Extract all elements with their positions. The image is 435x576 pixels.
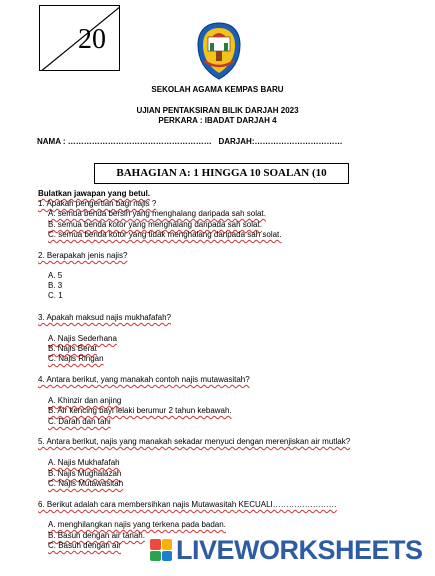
score-box bbox=[39, 5, 120, 71]
q3-option-b[interactable]: B. Najis Berat bbox=[48, 344, 97, 353]
section-title: BAHAGIAN A: 1 HINGGA 10 SOALAN (10 bbox=[94, 163, 349, 184]
q1-option-c[interactable]: C. semua benda kotor yang tidak menghalang daripada sah solat. bbox=[48, 230, 282, 239]
subject-title: PERKARA : IBADAT DARJAH 4 bbox=[158, 116, 277, 125]
q4-option-c[interactable]: C. Darah dan tahi bbox=[48, 417, 111, 426]
q2-option-c[interactable]: C. 1 bbox=[48, 291, 63, 300]
q2-option-b[interactable]: B. 3 bbox=[48, 281, 63, 290]
exam-title: UJIAN PENTAKSIRAN BILIK DARJAH 2023 bbox=[136, 106, 299, 115]
instruction: Bulatkan jawapan yang betul. bbox=[38, 189, 151, 198]
school-name: SEKOLAH AGAMA KEMPAS BARU bbox=[151, 85, 284, 94]
q6-option-a[interactable]: A. menghilangkan najis yang terkena pada badan. bbox=[48, 520, 226, 529]
q5-option-a[interactable]: A. Najis Mukhafafah bbox=[48, 458, 120, 467]
question-1: 1. Apakah pengertian bagi najis ? bbox=[38, 199, 157, 208]
q4-option-a[interactable]: A. Khinzir dan anjing bbox=[48, 396, 122, 405]
question-3: 3. Apakah maksud najis mukhafafah? bbox=[38, 313, 171, 322]
q6-option-b[interactable]: B. Basuh dengan air tanah. bbox=[48, 531, 145, 540]
q5-option-c[interactable]: C. Najis Mutawasitah bbox=[48, 479, 124, 488]
q1-option-a[interactable]: A. semua benda bersih yang menghalang daripada sah solat. bbox=[48, 209, 266, 218]
liveworksheets-watermark bbox=[150, 535, 423, 565]
question-2: 2. Berapakah jenis najis? bbox=[38, 251, 128, 260]
score-value: 20 bbox=[78, 24, 106, 55]
q5-option-b[interactable]: B. Najis Mughalazah bbox=[48, 469, 122, 478]
q1-option-b[interactable]: B. semua benda kotor yang menghalang daripada sah solat. bbox=[48, 220, 262, 229]
name-class-line: NAMA : ……………………………………………… DARJAH:…………………………… bbox=[37, 137, 343, 146]
school-crest-icon bbox=[194, 21, 244, 81]
q6-option-c[interactable]: C. Basuh dengan air bbox=[48, 541, 121, 550]
watermark-text: LIVEWORKSHEETS bbox=[176, 534, 423, 565]
q3-option-a[interactable]: A. Najis Sederhana bbox=[48, 334, 117, 343]
question-4: 4. Antara berikut, yang manakah contoh najis mutawasitah? bbox=[38, 375, 250, 384]
q4-option-b[interactable]: B. Air kencing bayi lelaki berumur 2 tahun kebawah. bbox=[48, 406, 232, 415]
question-6: 6. Berikut adalah cara membersihkan najis Mutawasitah KECUALI…………………… bbox=[38, 500, 337, 509]
q3-option-c[interactable]: C. Najis Ringan bbox=[48, 354, 104, 363]
question-5: 5. Antara berikut, najis yang manakah sekadar menyuci dengan merenjiskan air mutlak? bbox=[38, 437, 351, 446]
q2-option-a[interactable]: A. 5 bbox=[48, 271, 63, 280]
liveworksheets-logo-icon bbox=[150, 539, 172, 561]
